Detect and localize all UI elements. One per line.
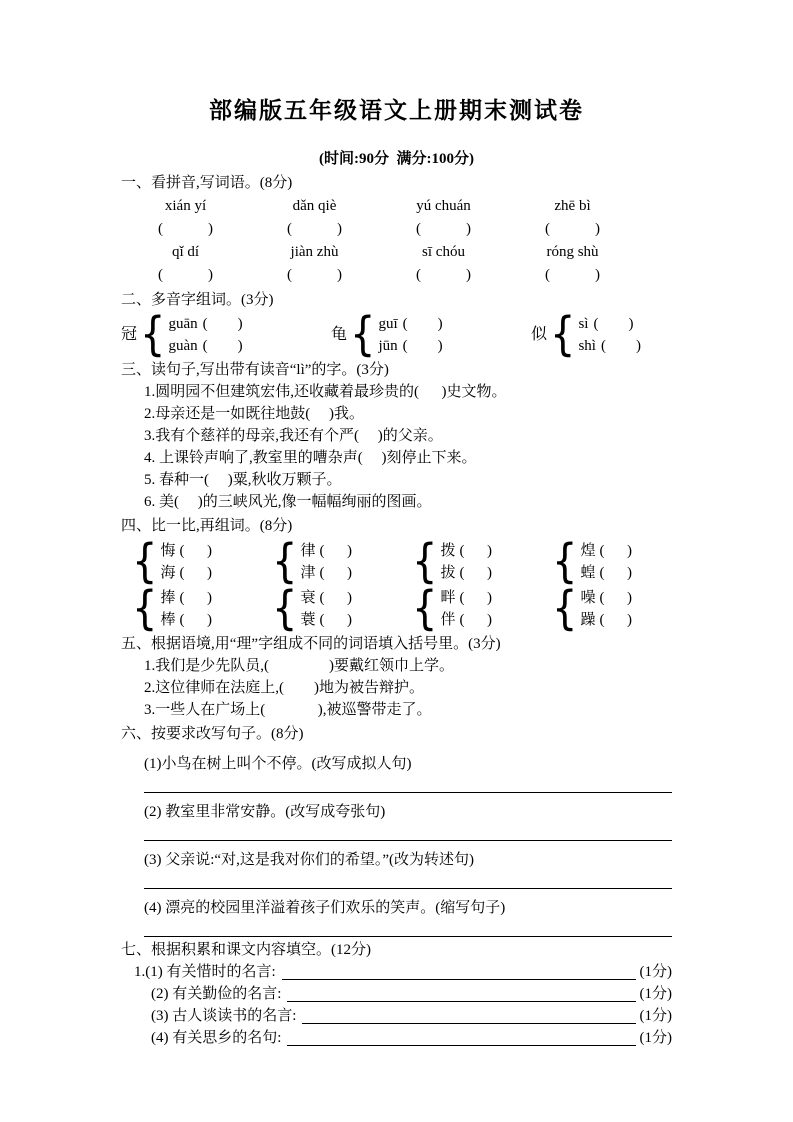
pinyin-word: yú chuán — [416, 198, 471, 214]
compare-pair — [269, 535, 409, 589]
polyphone-readings — [578, 313, 641, 357]
left-brace-icon: { — [550, 308, 576, 362]
compare-char: 捧 — [160, 590, 176, 606]
section-rewrite-sentences — [121, 723, 672, 937]
score-badge: (1分) — [639, 986, 672, 1002]
polyphone-char: 冠 — [121, 326, 138, 343]
section-fill-in — [121, 939, 672, 1049]
score-badge: (1分) — [639, 1030, 672, 1046]
pair-line — [300, 540, 352, 562]
answer-line — [282, 968, 636, 980]
compare-char: 噪 — [580, 590, 596, 606]
pair-line — [160, 540, 212, 562]
reading-pinyin: jūn — [378, 338, 398, 354]
compare-row-2 — [121, 582, 672, 636]
section-li-words — [121, 633, 672, 721]
exam-item: 2.母亲还是一如既往地鼓( )我。 — [144, 406, 364, 422]
answer-blank: ( ) — [402, 338, 443, 354]
page-subtitle: (时间:90分 满分:100分) — [319, 151, 474, 167]
pair-line — [440, 562, 492, 584]
answer-line — [287, 1034, 635, 1046]
pair-lines — [300, 587, 352, 631]
reading-pinyin: sì — [578, 316, 589, 332]
reading-line — [578, 313, 641, 335]
polyphone-groups — [121, 308, 641, 362]
polyphone-char: 龟 — [331, 326, 348, 343]
answer-blank: ( ) — [416, 221, 471, 237]
section-pinyin-writing — [121, 172, 672, 287]
answer-blank: ( ) — [459, 612, 492, 628]
answer-blank: ( ) — [599, 590, 632, 606]
polyphone-readings — [378, 313, 442, 357]
exam-item: 6. 美( )的三峡风光,像一幅幅绚丽的图画。 — [144, 494, 432, 510]
compare-char: 蓑 — [300, 612, 316, 628]
compare-char: 煌 — [580, 543, 596, 559]
answer-line — [302, 1012, 635, 1024]
reading-line — [578, 335, 641, 357]
fill-label: (4) 有关思乡的名句: — [151, 1030, 282, 1046]
answer-blank: ( ) — [319, 590, 352, 606]
section-1-heading: 一、看拼音,写词语。(8分) — [121, 175, 293, 191]
pinyin-word: jiàn zhù — [290, 244, 339, 260]
blank-row-1 — [121, 218, 672, 241]
answer-blank: ( ) — [459, 590, 492, 606]
compare-char: 畔 — [440, 590, 456, 606]
section-5-heading: 五、根据语境,用“理”字组成不同的词语填入括号里。(3分) — [121, 636, 501, 652]
compare-pair — [129, 535, 269, 589]
pair-line — [300, 587, 352, 609]
pair-line — [580, 562, 632, 584]
reading-line — [378, 335, 442, 357]
compare-char: 海 — [160, 565, 176, 581]
compare-char: 蝗 — [580, 565, 596, 581]
compare-pair — [409, 582, 549, 636]
pinyin-word: sī chóu — [422, 244, 465, 260]
polyphone-char: 似 — [531, 326, 548, 343]
exam-item: 3.我有个慈祥的母亲,我还有个严( )的父亲。 — [144, 428, 443, 444]
exam-item: 5. 春种一( )粟,秋收万颗子。 — [144, 472, 342, 488]
reading-line — [168, 313, 242, 335]
section-2-heading: 二、多音字组词。(3分) — [121, 292, 274, 308]
pair-line — [300, 562, 352, 584]
left-brace-icon: { — [350, 308, 376, 362]
pair-lines — [440, 587, 492, 631]
answer-blank: ( ) — [459, 543, 492, 559]
pair-lines — [160, 587, 212, 631]
compare-pair — [129, 582, 269, 636]
left-brace-icon: { — [132, 535, 158, 589]
compare-char: 拔 — [440, 565, 456, 581]
pair-line — [580, 587, 632, 609]
answer-line — [144, 775, 672, 793]
exam-item: 2.这位律师在法庭上,( )地为被告辩护。 — [144, 680, 424, 696]
answer-blank: ( ) — [593, 316, 634, 332]
pair-lines — [580, 540, 632, 584]
answer-blank: ( ) — [545, 221, 600, 237]
answer-line — [144, 919, 672, 937]
pair-line — [160, 609, 212, 631]
left-brace-icon: { — [140, 308, 166, 362]
answer-blank: ( ) — [459, 565, 492, 581]
answer-blank: ( ) — [319, 612, 352, 628]
answer-line — [144, 823, 672, 841]
pair-lines — [160, 540, 212, 584]
pair-line — [440, 609, 492, 631]
section-6-heading: 六、按要求改写句子。(8分) — [121, 726, 304, 742]
compare-char: 衰 — [300, 590, 316, 606]
left-brace-icon: { — [412, 535, 438, 589]
answer-blank: ( ) — [600, 338, 641, 354]
answer-blank: ( ) — [287, 221, 342, 237]
answer-line — [144, 871, 672, 889]
section-4-heading: 四、比一比,再组词。(8分) — [121, 518, 293, 534]
section-polyphone — [121, 289, 672, 362]
fill-row — [121, 1027, 672, 1049]
pinyin-word: qǐ dí — [171, 244, 200, 260]
answer-blank: ( ) — [179, 612, 212, 628]
fill-label: (2) 有关勤俭的名言: — [151, 986, 282, 1002]
reading-line — [168, 335, 242, 357]
compare-pair — [549, 535, 689, 589]
section-3-heading: 三、读句子,写出带有读音“lì”的字。(3分) — [121, 362, 389, 378]
pair-lines — [440, 540, 492, 584]
section-7-heading: 七、根据积累和课文内容填空。(12分) — [121, 942, 371, 958]
answer-blank: ( ) — [179, 590, 212, 606]
compare-pair — [409, 535, 549, 589]
answer-blank: ( ) — [319, 565, 352, 581]
left-brace-icon: { — [272, 582, 298, 636]
exam-item: (3) 父亲说:“对,这是我对你们的希望。”(改为转述句) — [144, 852, 474, 868]
exam-item: (1)小鸟在树上叫个不停。(改写成拟人句) — [144, 756, 412, 772]
compare-row-1 — [121, 535, 672, 589]
blank-row-2 — [121, 264, 672, 287]
pinyin-grid — [121, 195, 672, 287]
pair-line — [440, 587, 492, 609]
section-li-characters — [121, 359, 672, 513]
pair-line — [300, 609, 352, 631]
fill-row — [121, 961, 672, 983]
pair-lines — [300, 540, 352, 584]
answer-blank: ( ) — [179, 565, 212, 581]
answer-blank: ( ) — [599, 543, 632, 559]
pinyin-word: róng shù — [546, 244, 599, 260]
reading-pinyin: guī — [378, 316, 398, 332]
exam-item: 1.我们是少先队员,( )要戴红领巾上学。 — [144, 658, 454, 674]
polyphone-group — [121, 308, 243, 362]
compare-pair — [549, 582, 689, 636]
answer-blank: ( ) — [158, 267, 213, 283]
answer-blank: ( ) — [202, 338, 243, 354]
exam-item: (4) 漂亮的校园里洋溢着孩子们欢乐的笑声。(缩写句子) — [144, 900, 506, 916]
answer-blank: ( ) — [287, 267, 342, 283]
exam-item: 3.一些人在广场上( ),被巡警带走了。 — [144, 702, 432, 718]
section-compare-words — [121, 515, 672, 636]
left-brace-icon: { — [412, 582, 438, 636]
answer-blank: ( ) — [599, 565, 632, 581]
compare-char: 津 — [300, 565, 316, 581]
compare-pair — [269, 582, 409, 636]
fill-row — [121, 983, 672, 1005]
answer-blank: ( ) — [202, 316, 243, 332]
pinyin-word: xián yí — [164, 198, 207, 214]
pair-line — [160, 587, 212, 609]
compare-char: 伴 — [440, 612, 456, 628]
pinyin-word: dǎn qiè — [292, 198, 337, 214]
polyphone-readings — [168, 313, 242, 357]
fill-label: 1.(1) 有关惜时的名言: — [134, 964, 276, 980]
left-brace-icon: { — [132, 582, 158, 636]
left-brace-icon: { — [552, 535, 578, 589]
reading-pinyin: guàn — [168, 338, 198, 354]
left-brace-icon: { — [552, 582, 578, 636]
left-brace-icon: { — [272, 535, 298, 589]
pair-line — [440, 540, 492, 562]
polyphone-group — [331, 308, 443, 362]
reading-pinyin: guān — [168, 316, 198, 332]
pinyin-row-2 — [121, 241, 672, 264]
reading-pinyin: shì — [578, 338, 596, 354]
compare-char: 律 — [300, 543, 316, 559]
reading-line — [378, 313, 442, 335]
exam-item: (2) 教室里非常安静。(改写成夸张句) — [144, 804, 386, 820]
answer-blank: ( ) — [158, 221, 213, 237]
compare-char: 悔 — [160, 543, 176, 559]
pair-line — [580, 609, 632, 631]
answer-blank: ( ) — [179, 543, 212, 559]
answer-blank: ( ) — [402, 316, 443, 332]
compare-char: 躁 — [580, 612, 596, 628]
answer-blank: ( ) — [319, 543, 352, 559]
compare-char: 拨 — [440, 543, 456, 559]
answer-blank: ( ) — [416, 267, 471, 283]
polyphone-group — [531, 308, 641, 362]
score-badge: (1分) — [639, 964, 672, 980]
answer-blank: ( ) — [545, 267, 600, 283]
score-badge: (1分) — [639, 1008, 672, 1024]
pair-line — [580, 540, 632, 562]
page-title: 部编版五年级语文上册期末测试卷 — [209, 98, 584, 123]
compare-char: 棒 — [160, 612, 176, 628]
pair-lines — [580, 587, 632, 631]
exam-item: 1.圆明园不但建筑宏伟,还收藏着最珍贵的( )史文物。 — [144, 384, 507, 400]
answer-blank: ( ) — [599, 612, 632, 628]
pinyin-word: zhē bì — [554, 198, 591, 214]
exam-item: 4. 上课铃声响了,教室里的嘈杂声( )刻停止下来。 — [144, 450, 477, 466]
pinyin-row-1 — [121, 195, 672, 218]
answer-line — [287, 990, 635, 1002]
fill-row — [121, 1005, 672, 1027]
fill-label: (3) 古人谈读书的名言: — [151, 1008, 297, 1024]
pair-line — [160, 562, 212, 584]
